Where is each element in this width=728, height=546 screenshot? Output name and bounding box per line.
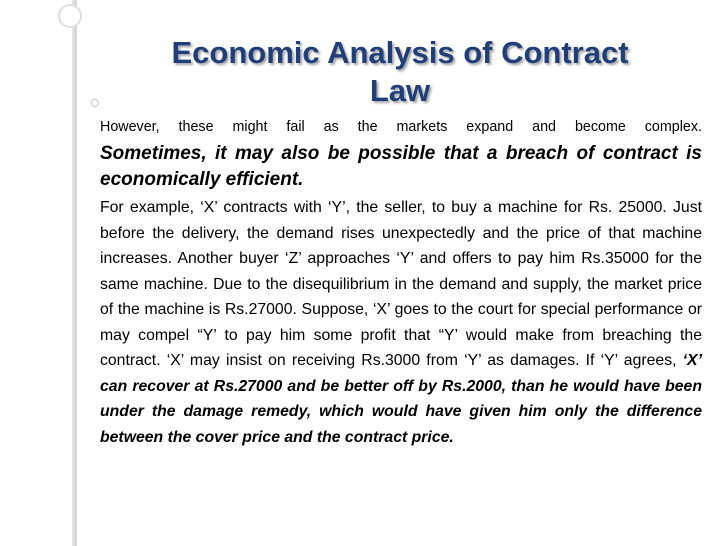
decorative-rail	[72, 0, 77, 546]
title-line-1: Economic Analysis of Contract	[171, 35, 629, 70]
intro-paragraph: However, these might fail as the markets expand and become complex.	[100, 119, 702, 135]
slide-body	[100, 116, 702, 450]
title-line-2: Law	[369, 73, 431, 108]
emphasis-paragraph: Sometimes, it may also be possible that a breach of contract is economically efficient.	[100, 143, 702, 190]
decorative-circle-icon	[58, 4, 82, 28]
example-paragraph	[100, 195, 702, 450]
example-text: For example, ‘X’ contracts with ‘Y’, the seller, to buy a machine for Rs. 25000. Just before the delivery, the demand rises unexpectedly and the price of that machine increases. Another buyer ‘Z’ approaches ‘Y’ and offers to pay him Rs.35000 for the same machine. Due to the disequilibrium in the demand and supply, the market price of the machine is Rs.27000. Suppose, ‘X’ goes to the court for special performance or may compel “Y’ to pay him some profit that “Y’ would make from breaching the contract. ‘X’ may insist on receiving Rs.3000 from ‘Y’ as damages. If ‘Y’ agrees,	[100, 199, 702, 369]
slide-title	[110, 34, 690, 110]
bullet-circle-icon	[91, 99, 99, 107]
example-conclusion: ‘X’ can recover at Rs.27000 and be better off by Rs.2000, than he would have been under the damage remedy, which would have given him only the difference between the cover price and the contract price.	[100, 352, 702, 446]
